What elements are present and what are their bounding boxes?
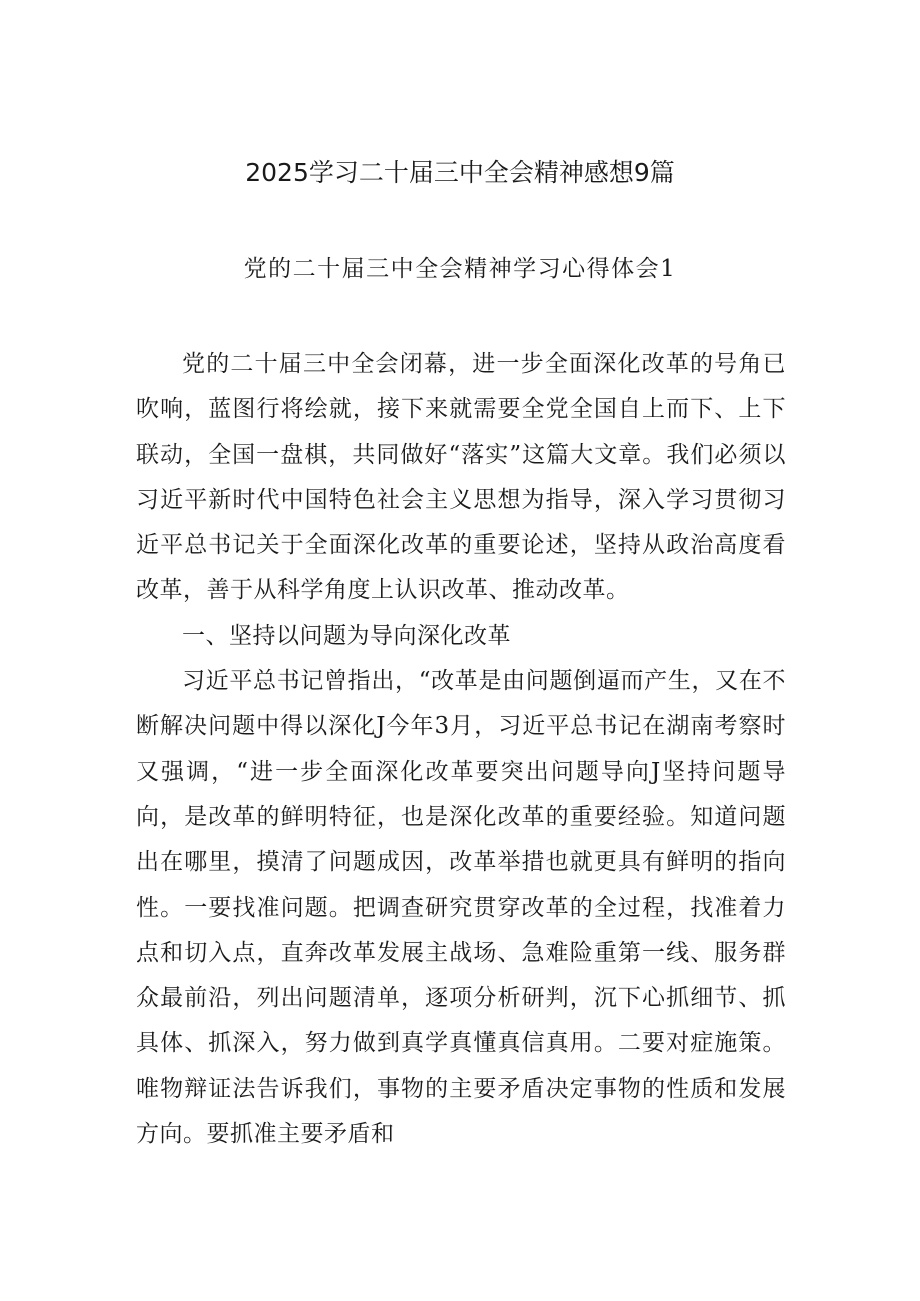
- document-title: 2025学习二十届三中全会精神感想9篇: [245, 158, 675, 187]
- paragraph-intro: 党的二十届三中全会闭幕，进一步全面深化改革的号角已吹响，蓝图行将绘就，接下来就需要全党全国自上而下、上下联动，全国一盘棋，共同做好“落实”这篇大文章。我们必须以习近平新时代中国特色社会主义思想为指导，深入学习贯彻习近平总书记关于全面深化改革的重要论述，坚持从政治高度看改革，善于从科学角度上认识改革、推动改革。: [136, 351, 786, 604]
- document-subtitle: 党的二十届三中全会精神学习心得体会1: [243, 256, 677, 282]
- paragraph-problem-oriented: 习近平总书记曾指出，“改革是由问题倒逼而产生，又在不断解决问题中得以深化J今年3月，习近平总书记在湖南考察时又强调，“进一步全面深化改革要突出问题导向J坚持问题导向，是改革的鲜明特征，也是深化改革的重要经验。知道问题出在哪里，摸清了问题成因，改革举措也就更具有鲜明的指向性。一要找准问题。把调查研究贯穿改革的全过程，找准着力点和切入点，直奔改革发展主战场、急难险重第一线、服务群众最前沿，列出问题清单，逐项分析研判，沉下心抓细节、抓具体、抓深入，努力做到真学真懂真信真用。二要对症施策。唯物辩证法告诉我们，事物的主要矛盾决定事物的性质和发展方向。要抓准主要矛盾和: [136, 668, 786, 1148]
- section-heading: 一、坚持以问题为导向深化改革: [182, 622, 511, 649]
- document-body: [136, 342, 786, 1157]
